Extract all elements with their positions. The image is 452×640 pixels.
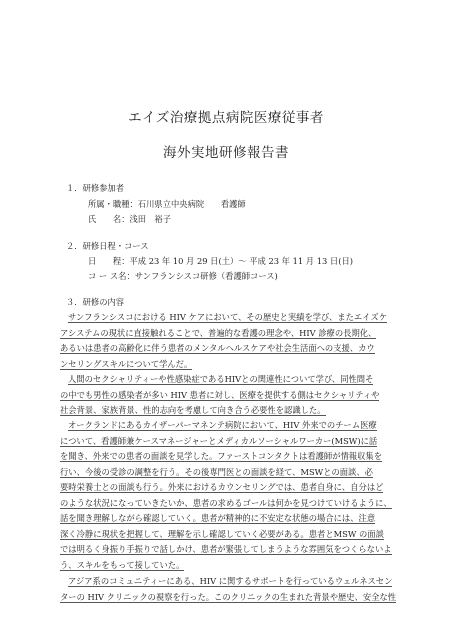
course-value: サンフランシスコ研修（看護師コース) <box>134 271 278 281</box>
paragraph-line: 深く冷静に現状を把握して、理解を示し確認していく必要がある。患者とMSW の面談 <box>60 528 384 539</box>
paragraph-line: 人間のセクシャリティーや性感染症であるHIVとの関連性について学び、同性間そ <box>68 374 374 384</box>
name-value: 浅田 裕子 <box>129 214 171 224</box>
paragraph-line: のような状況になっていきたいか、患者の求めるゴールは何かを見つけていけるように、 <box>60 497 392 508</box>
document-subtitle: 海外実地研修報告書 <box>163 145 289 161</box>
section1-heading: １．研修参加者 <box>66 183 125 193</box>
course-row <box>88 270 278 282</box>
paragraph-line: について、看護師兼ケースマネージャーとメディカルソーシャルワーカー(MSW)に話 <box>60 435 378 446</box>
name-label: 氏 名： <box>88 214 130 224</box>
paragraph-line: アシステムの現状に直接触れることで、普遍的な看護の理念や、HIV 診療の長期化、 <box>60 327 377 338</box>
paragraph-line: では明るく身振り手振りで話しかけ、患者が緊張してしまうような雰囲気をつくらないよ <box>60 544 392 554</box>
paragraph-line: ンセリングスキルについて学んだ。 <box>60 358 193 369</box>
section2-heading: ２．研修日程・コース <box>66 241 149 251</box>
paragraph-3 <box>60 418 400 573</box>
schedule-value: 平成 23 年 10 月 29 日(土）～ 平成 23 年 11 月 13 日(日) <box>129 256 353 266</box>
paragraph-line: う、スキルをもって接していた。 <box>60 559 185 570</box>
participant-name-row <box>88 213 171 225</box>
paragraph-2 <box>60 372 400 419</box>
document-title: エイズ治療拠点病院医療従事者 <box>128 110 324 126</box>
paragraph-line: 要時栄養士との面談も行う。外来におけるカウンセリングでは、患者自身に、自分はど <box>60 482 384 492</box>
paragraph-line: の中でも男性の感染者が多い HIV 患者に対し、医療を提供する側はセクシャリティや <box>60 389 380 400</box>
paragraph-line: アジア系のコミュニティーにある、HIV に関するサポートを行っているウェルネスセン <box>68 576 393 586</box>
paragraph-line: を聞き、外来での患者の面談を見学した。ファーストコンタクトは看護師が情報収集を <box>60 451 383 461</box>
paragraph-line: あるいは患者の高齢化に伴う患者のメンタルヘルスケアや社会生活面への支援、カウ <box>60 343 375 353</box>
paragraph-line: サンフランシスコにおける HIV ケアにおいて、その歴史と実績を学び、またエイズケ <box>68 312 388 322</box>
paragraph-1 <box>60 310 400 372</box>
paragraph-line: 話を聞き理解しながら確認していく。患者が精神的に不安定な状態の場合には、注意 <box>60 513 376 523</box>
section3-heading: ３．研修の内容 <box>66 297 125 307</box>
course-label: コ ー ス名： <box>88 271 135 281</box>
affiliation-value: 石川県立中央病院 看護師 <box>137 199 246 209</box>
paragraph-line: 行い、今後の受診の調整を行う。その後専門医との面談を経て、MSWとの面談、必 <box>60 466 373 477</box>
paragraph-4 <box>60 574 400 605</box>
paragraph-line: オークランドにあるカイザーパーマネンテ病院において、HIV 外来でのチーム医療 <box>68 420 377 430</box>
schedule-row <box>88 255 353 267</box>
paragraph-line: 社会背景、家族背景、性的志向を考慮して向き合う必要性を認識した。 <box>60 405 326 415</box>
affiliation-row <box>88 198 246 210</box>
schedule-label: 日 程： <box>88 256 130 266</box>
affiliation-label: 所属・職種： <box>88 199 138 209</box>
paragraph-line: ターの HIV クリニックの視察を行った。このクリニックの生まれた背景や歴史、安全な性 <box>60 591 397 602</box>
